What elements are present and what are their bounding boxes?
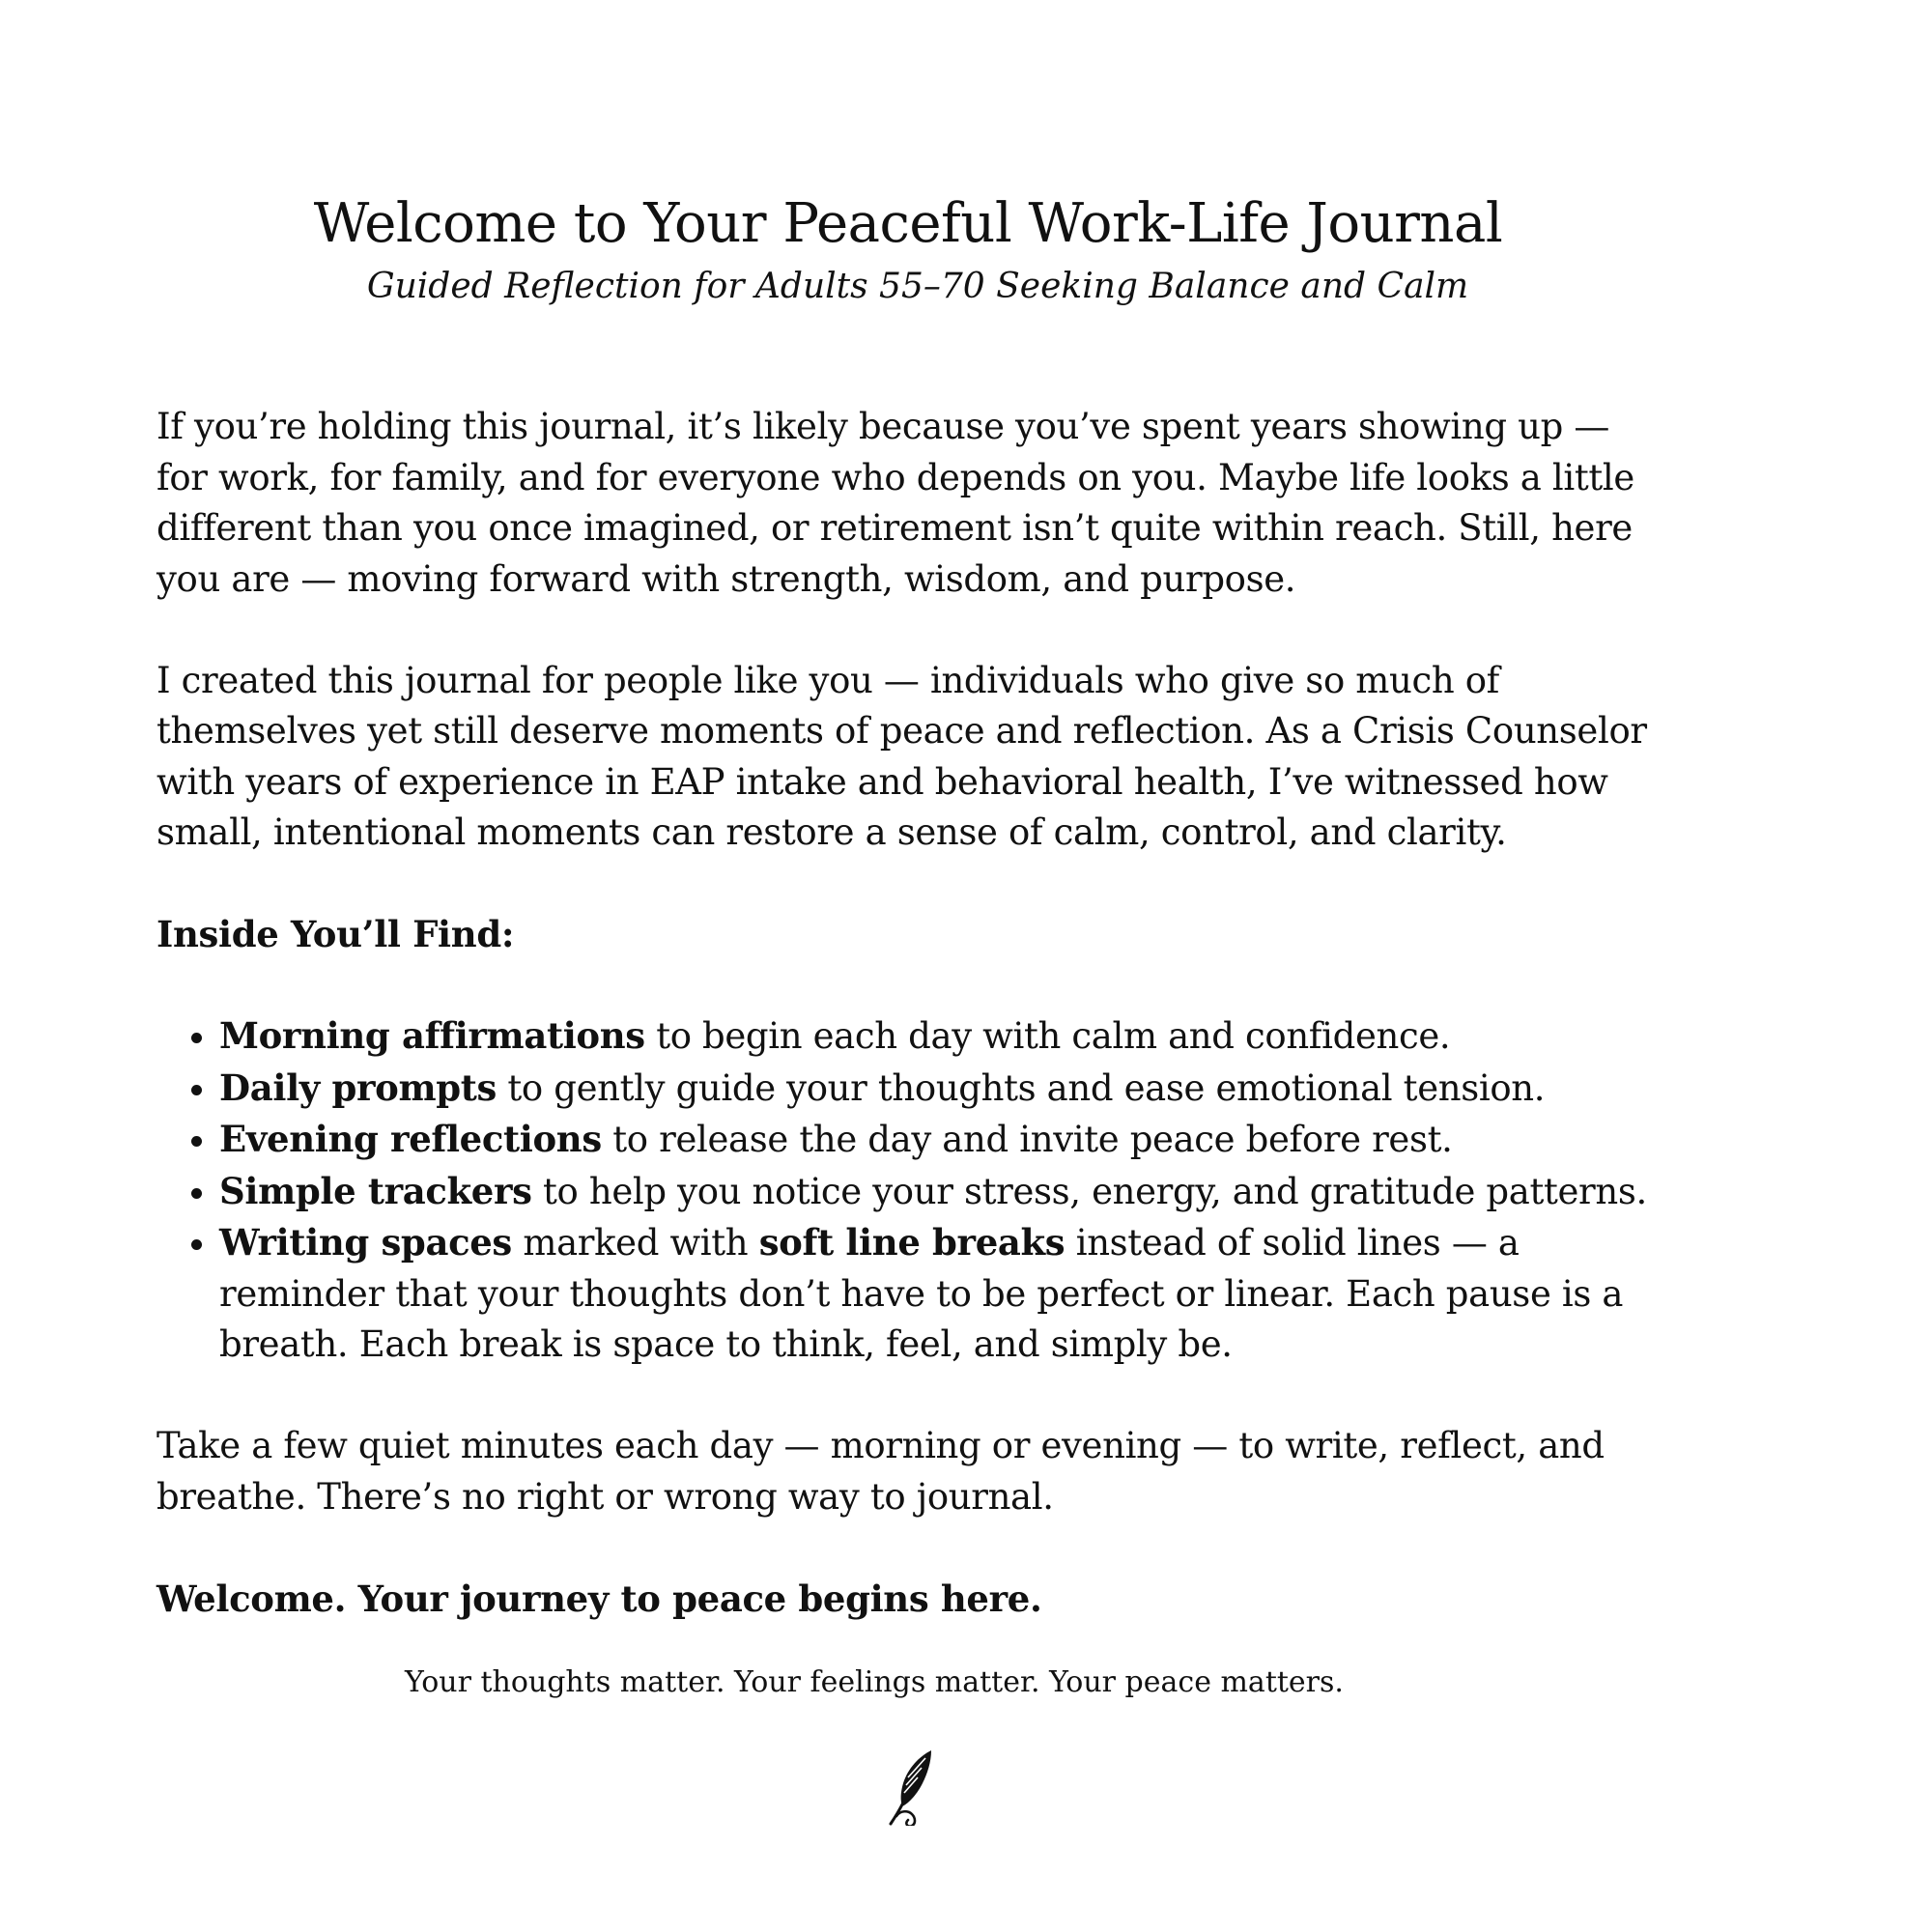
feature-name: Morning affirmations (219, 1014, 645, 1057)
outro-paragraph: Take a few quiet minutes each day — morning or evening — to write, reflect, and breathe. There’s no right or wrong way to journal. (156, 1425, 1605, 1518)
feature-description: to begin each day with calm and confidence. (644, 1015, 1451, 1057)
intro-paragraph-2: I created this journal for people like you — individuals who give so much of themselves yet still deserve moments of peace and reflection. As a Crisis Counselor with years of experience in EAP intake and behavioral health, I’ve witnessed how small, intentional moments can restore a sense of calm, control, and clarity. (156, 659, 1647, 853)
list-item (219, 1010, 1663, 1063)
features-list (156, 1010, 1663, 1371)
body-content (156, 402, 1663, 1675)
feature-name: Writing spaces (219, 1221, 512, 1264)
list-item (219, 1166, 1663, 1218)
intro-paragraph-1: If you’re holding this journal, it’s likely because you’ve spent years showing up — for work, for family, and for everyone who depends on you. Maybe life looks a little different than you once imagined, or retirement isn’t quite within reach. Still, here you are — moving forward with strength, wisdom, and purpose. (156, 406, 1634, 600)
list-item (219, 1063, 1663, 1115)
feature-description: to help you notice your stress, energy, and gratitude patterns. (531, 1170, 1647, 1212)
page-subtitle: Guided Reflection for Adults 55–70 Seeking Balance and Calm (366, 267, 1469, 306)
feature-description: marked with (511, 1222, 759, 1264)
feature-name: Simple trackers (219, 1169, 532, 1212)
feature-description: to gently guide your thoughts and ease emotional tension. (497, 1066, 1546, 1109)
list-item (219, 1217, 1663, 1371)
feature-emphasis: soft line breaks (758, 1221, 1065, 1264)
quill-icon (887, 1748, 941, 1826)
closing-line: Welcome. Your journey to peace begins here. (156, 1577, 1042, 1620)
feature-name: Evening reflections (219, 1118, 602, 1160)
feature-description: to release the day and invite peace before rest. (601, 1119, 1453, 1160)
features-heading: Inside You’ll Find: (156, 913, 515, 955)
feature-name: Daily prompts (219, 1065, 497, 1109)
footer-tagline: Your thoughts matter. Your feelings matter. Your peace matters. (405, 1665, 1344, 1699)
list-item (219, 1114, 1663, 1166)
page-title: Welcome to Your Peaceful Work-Life Journal (313, 192, 1503, 255)
feature-description-continued: instead of solid lines — a reminder that your thoughts don’t have to be perfect or linear. Each pause is a breath. Each break is space to think, feel, and simply be. (219, 1222, 1624, 1365)
